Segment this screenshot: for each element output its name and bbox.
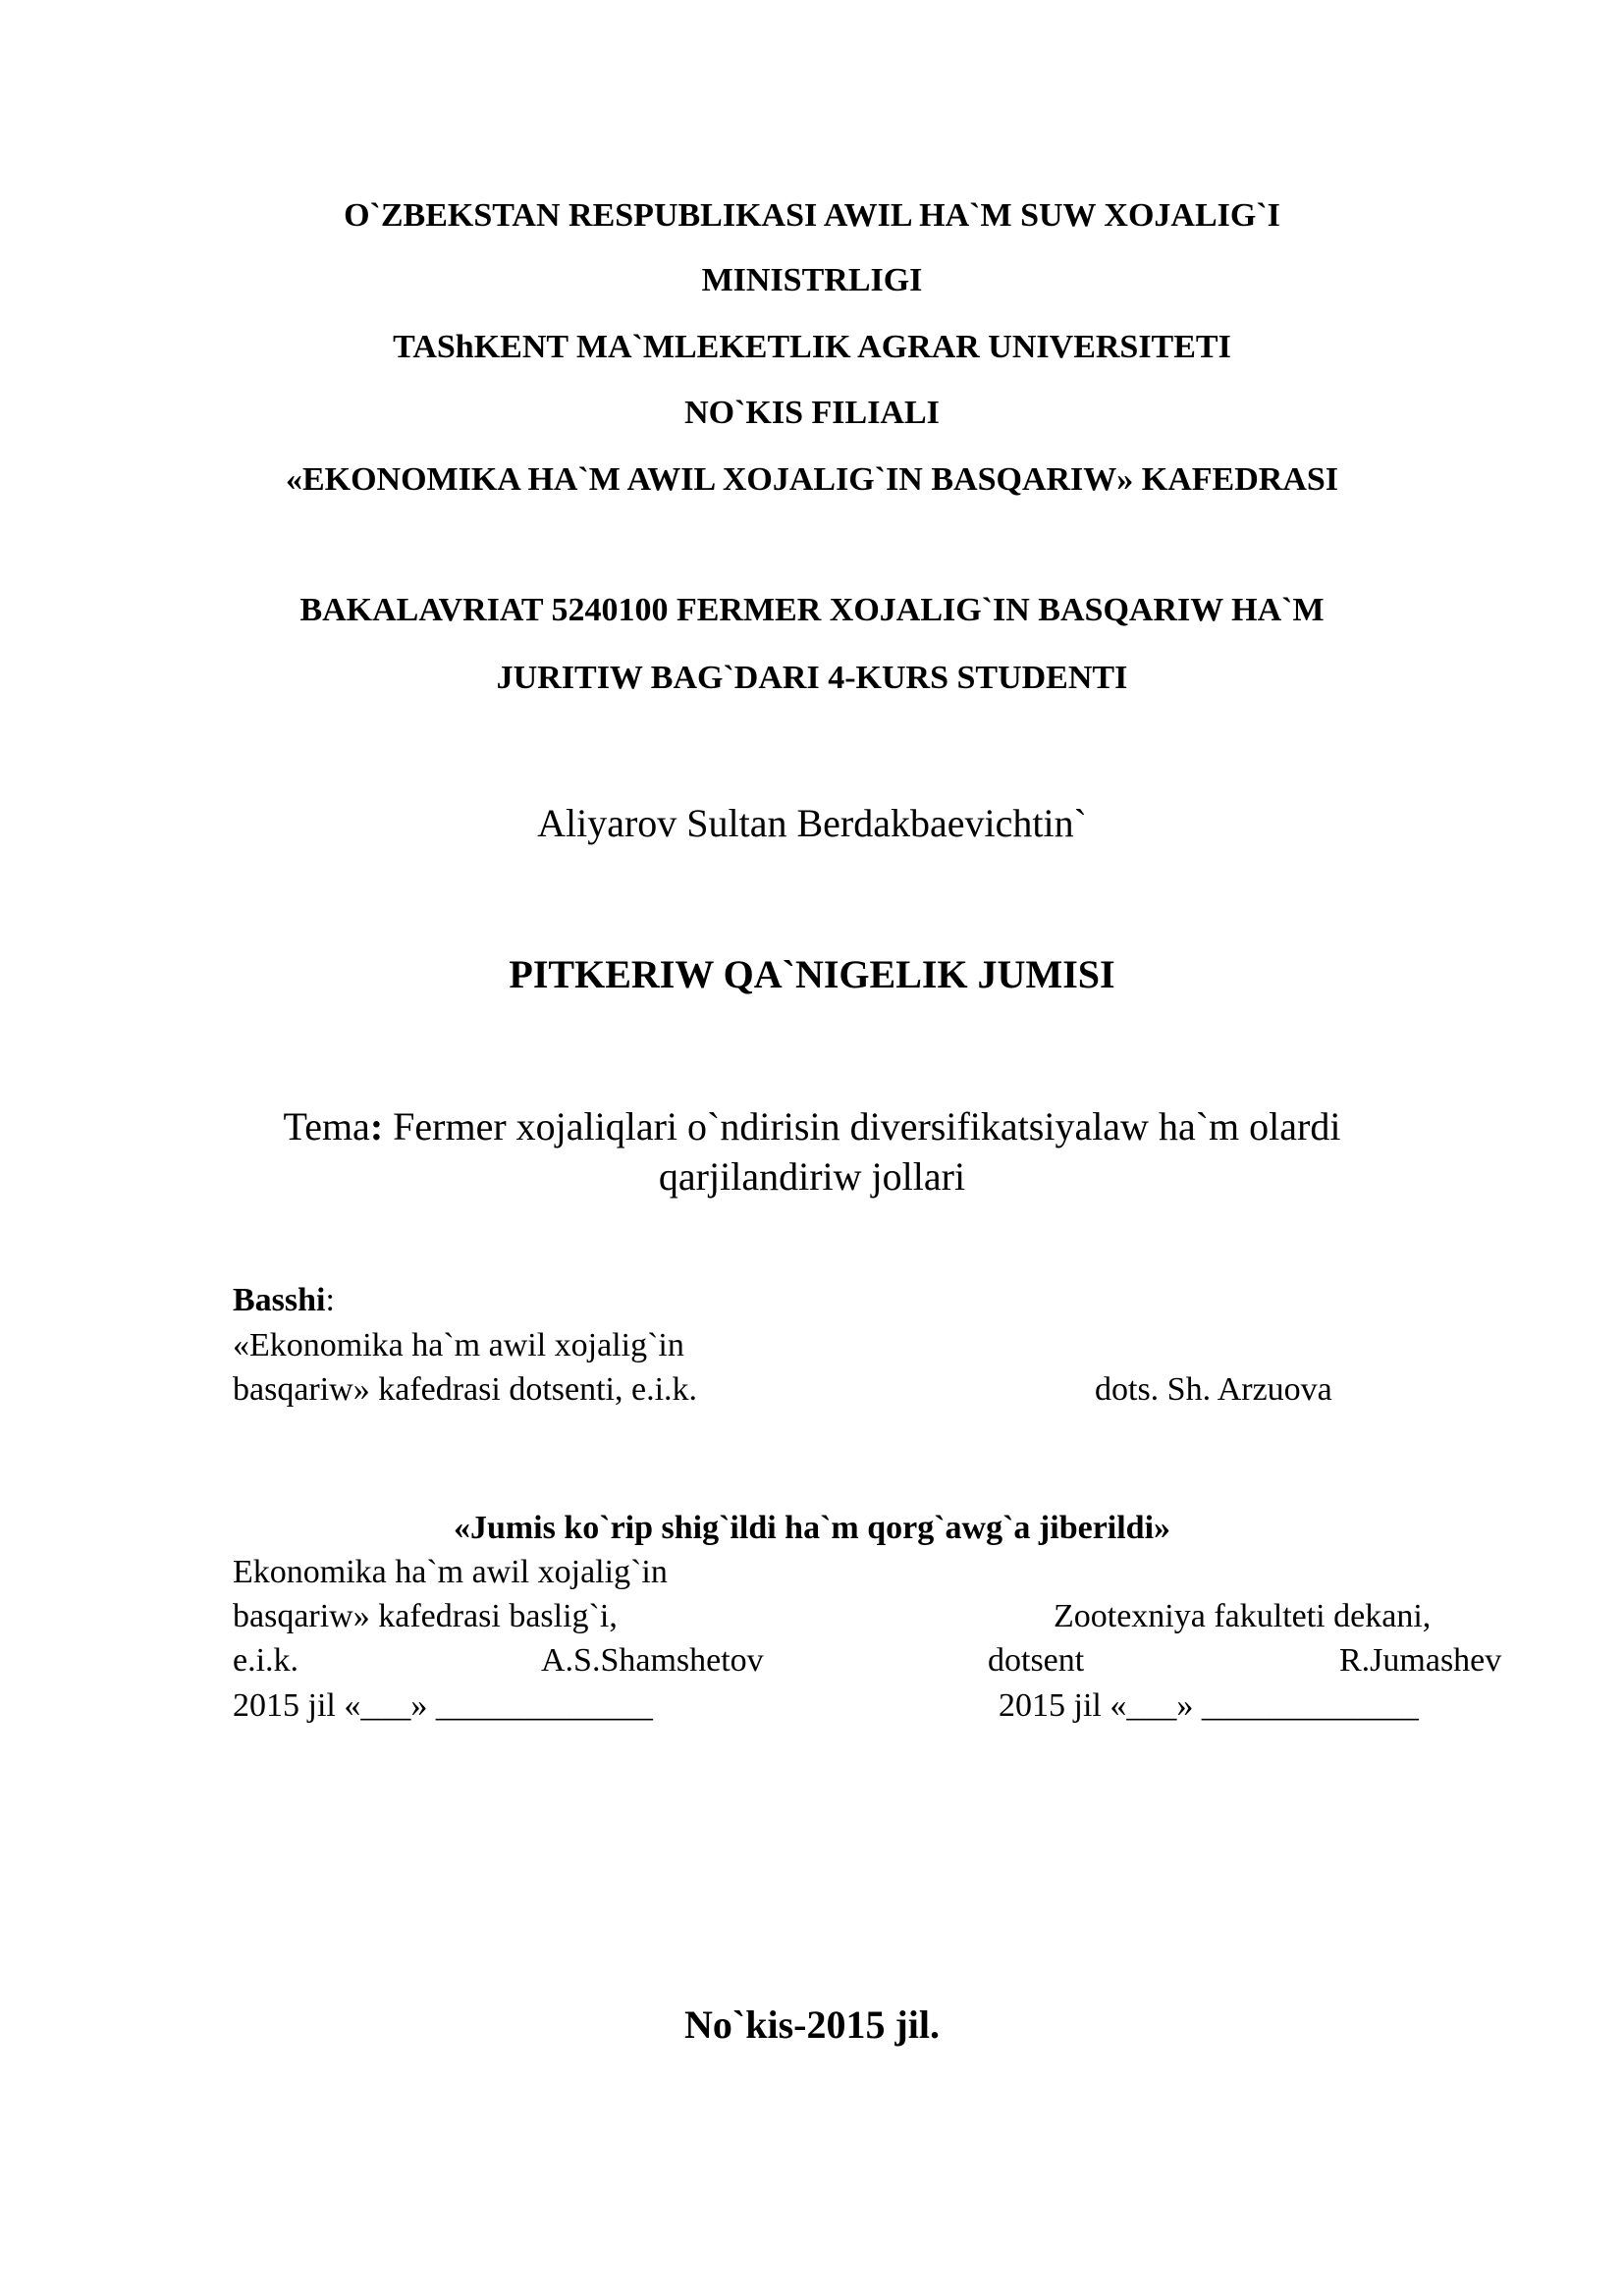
supervisor-dept-line-2: basqariw» kafedrasi dotsenti, e.i.k. xyxy=(233,1371,698,1408)
program-line-2: JURITIW BAG`DARI 4-KURS STUDENTI xyxy=(496,660,1128,696)
approval-left-name: A.S.Shamshetov xyxy=(541,1642,764,1679)
place-and-year: No`kis-2015 jil. xyxy=(684,2002,940,2047)
approval-left-line-2: basqariw» kafedrasi baslig`i, xyxy=(233,1598,618,1634)
supervisor-label: Basshi xyxy=(233,1282,326,1318)
supervisor-label-line xyxy=(233,1281,335,1320)
approval-heading: «Jumis ko`rip shig`ildi ha`m qorg`awg`a jiberildi» xyxy=(453,1510,1171,1546)
approval-left-date: 2015 jil «___» _____________ xyxy=(233,1687,653,1724)
theme-text-1: Fermer xojaliqlari o`ndirisin diversifikatsiyalaw ha`m olardi xyxy=(383,1104,1341,1148)
approval-left-title: e.i.k. xyxy=(233,1642,299,1679)
theme-label: Tema xyxy=(283,1104,370,1148)
supervisor-name: dots. Sh. Arzuova xyxy=(1095,1371,1332,1408)
student-name: Aliyarov Sultan Berdakbaevichtin` xyxy=(537,801,1087,845)
university-name: TAShKENT MA`MLEKETLIK AGRAR UNIVERSITETI xyxy=(393,329,1231,365)
approval-right-title: dotsent xyxy=(988,1642,1085,1679)
ministry-line-2: MINISTRLIGI xyxy=(701,262,923,298)
ministry-line-1: O`ZBEKSTAN RESPUBLIKASI AWIL HA`M SUW XOJALIG`I xyxy=(344,197,1280,234)
branch-name: NO`KIS FILIALI xyxy=(684,395,940,431)
theme-colon: : xyxy=(369,1104,384,1148)
approval-right-name: R.Jumashev xyxy=(1339,1642,1502,1679)
approval-left-line-1: Ekonomika ha`m awil xojalig`in xyxy=(233,1554,668,1590)
supervisor-colon: : xyxy=(325,1282,335,1318)
department-name: «EKONOMIKA HA`M AWIL XOJALIG`IN BASQARIW» KAFEDRASI xyxy=(285,461,1339,498)
program-line-1: BAKALAVRIAT 5240100 FERMER XOJALIG`IN BASQARIW HA`M xyxy=(299,592,1325,628)
theme-line-2: qarjilandiriw jollari xyxy=(658,1154,966,1199)
approval-right-line-2: Zootexniya fakulteti dekani, xyxy=(1054,1598,1432,1634)
supervisor-dept-line-1: «Ekonomika ha`m awil xojalig`in xyxy=(233,1327,684,1363)
work-title: PITKERIW QA`NIGELIK JUMISI xyxy=(509,952,1115,996)
approval-right-date: 2015 jil «___» _____________ xyxy=(999,1687,1419,1724)
theme-line-1 xyxy=(0,1104,1624,1149)
